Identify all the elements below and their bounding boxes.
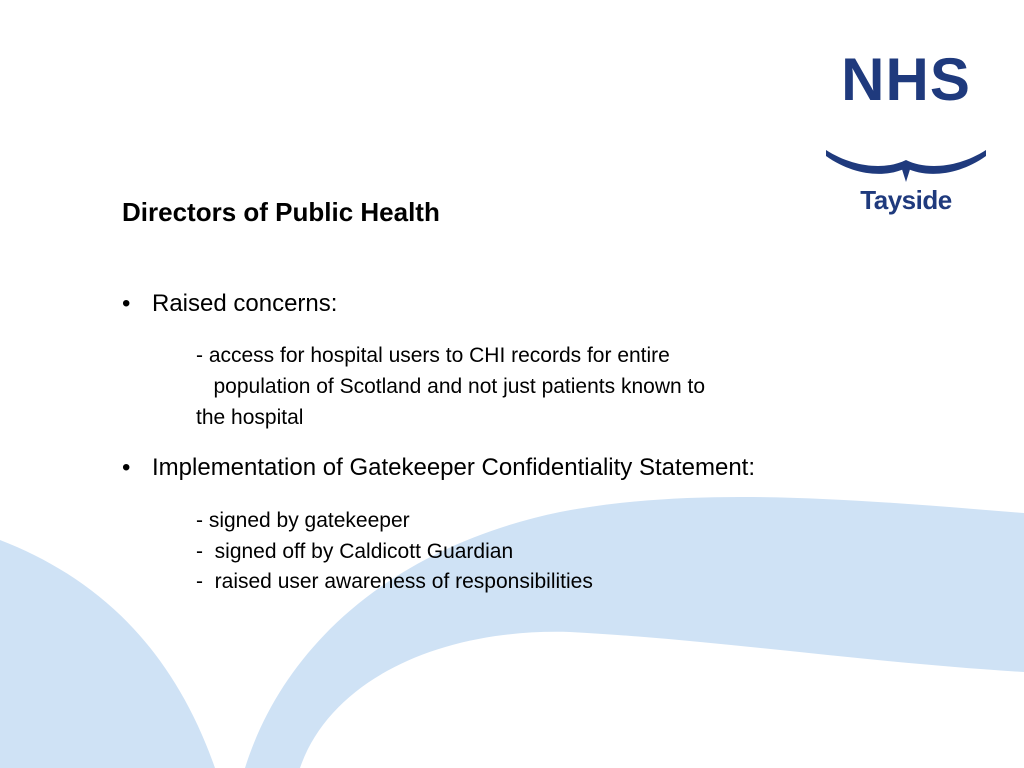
nhs-tayside-logo [820,46,992,215]
sub-bullet-line: - signed off by Caldicott Guardian [196,540,514,563]
bullet-marker: • [122,454,131,481]
logo-wave-icon [824,146,988,186]
sub-bullet-line: - raised user awareness of responsibilities [196,570,593,593]
logo-region-text: Tayside [860,185,952,215]
left-swoosh-shape [0,540,215,768]
sub-bullet-line: the hospital [196,406,304,429]
bullet-text: Implementation of Gatekeeper Confidentiality Statement: [152,454,755,481]
logo-brand-text: NHS [841,46,971,113]
sub-bullet-line: population of Scotland and not just patients known to [196,375,706,398]
sub-bullet-line: - access for hospital users to CHI records for entire [196,344,670,367]
bullet-item [122,289,337,319]
bullet-item [122,453,755,483]
bullet-marker: • [122,290,131,317]
sub-bullet-line: - signed by gatekeeper [196,509,410,532]
bullet-text: Raised concerns: [152,290,338,317]
slide-title: Directors of Public Health [122,197,440,227]
